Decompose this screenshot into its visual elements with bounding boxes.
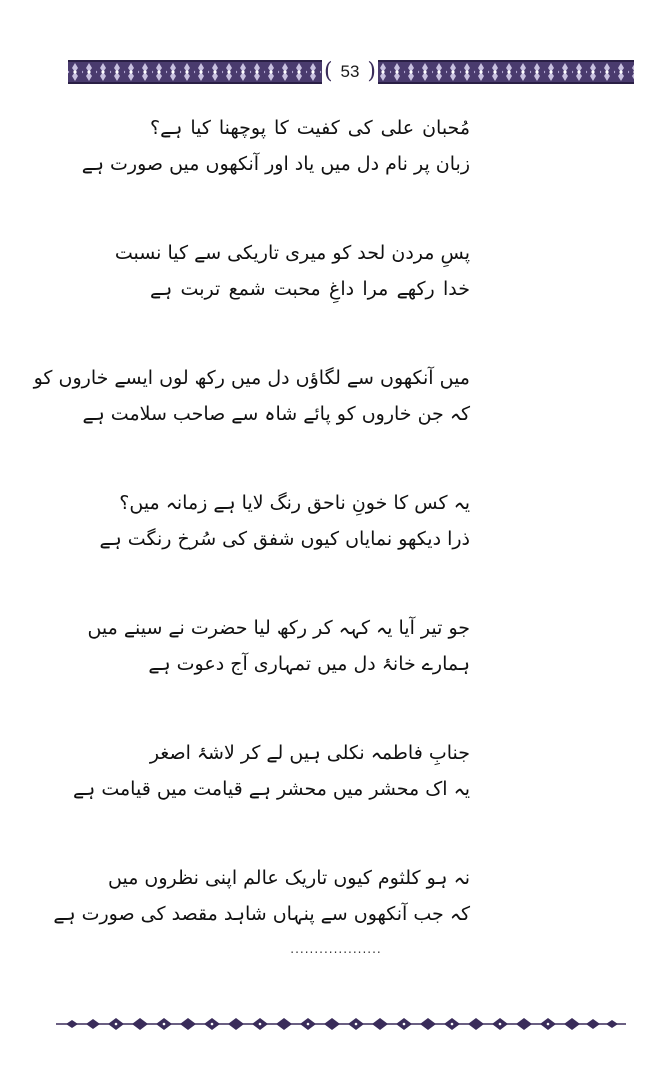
- footer-ornament: [56, 1012, 626, 1036]
- stanza-line: یہ اک محشر میں محشر ہے قیامت میں قیامت ہے: [73, 778, 470, 800]
- stanza-line: جو تیر آیا یہ کہہ کر رکھ لیا حضرت نے سینے میں: [87, 617, 470, 639]
- stanza-4: [99, 485, 470, 610]
- page-number: 53: [340, 62, 360, 81]
- diamond-chain-divider-icon: [56, 1012, 626, 1036]
- stanza-line: جنابِ فاطمہ نکلی ہیں لے کر لاشۂ اصغر: [149, 742, 470, 764]
- stanza-1: [81, 110, 470, 235]
- stanza-line: پسِ مردن لحد کو میری تاریکی سے کیا نسبت: [114, 242, 470, 264]
- stanza-2: [114, 235, 470, 360]
- poem-body: [33, 110, 470, 985]
- stanza-line: نہ ہو کلثوم کیوں تاریک عالم اپنی نظروں میں: [108, 867, 470, 889]
- stanza-line: خدا رکھے مرا داغِ محبت شمع تربت ہے: [150, 278, 470, 300]
- stanza-line: مُحبان علی کی کفیت کا پوچھنا کیا ہے؟: [150, 117, 470, 139]
- closing-dotted-mark: ...................: [290, 942, 382, 956]
- stanza-line: کہ جن خاروں کو پائے شاہ سے صاحب سلامت ہے: [82, 403, 470, 425]
- stanza-7: [53, 860, 470, 985]
- stanza-3: [33, 360, 470, 485]
- bracket-right-icon: ): [367, 59, 376, 84]
- bracket-left-icon: (: [324, 59, 333, 84]
- stanza-line: یہ کس کا خونِ ناحق رنگ لایا ہے زمانہ میں؟: [119, 492, 470, 514]
- stanza-line: میں آنکھوں سے لگاؤں دل میں رکھ لوں ایسے خاروں کو: [33, 367, 470, 389]
- stanza-5: [87, 610, 470, 735]
- stanza-line: ذرا دیکھو نمایاں کیوں شفق کی سُرخ رنگت ہے: [99, 528, 470, 550]
- stanza-6: [73, 735, 470, 860]
- stanza-line: زبان پر نام دل میں یاد اور آنکھوں میں صورت ہے: [81, 153, 470, 175]
- stanza-line: ہمارے خانۂ دل میں تمہاری آج دعوت ہے: [148, 653, 470, 675]
- page-number-badge: [322, 57, 378, 87]
- stanza-line: کہ جب آنکھوں سے پنہاں شاہد مقصد کی صورت ہے: [53, 903, 470, 925]
